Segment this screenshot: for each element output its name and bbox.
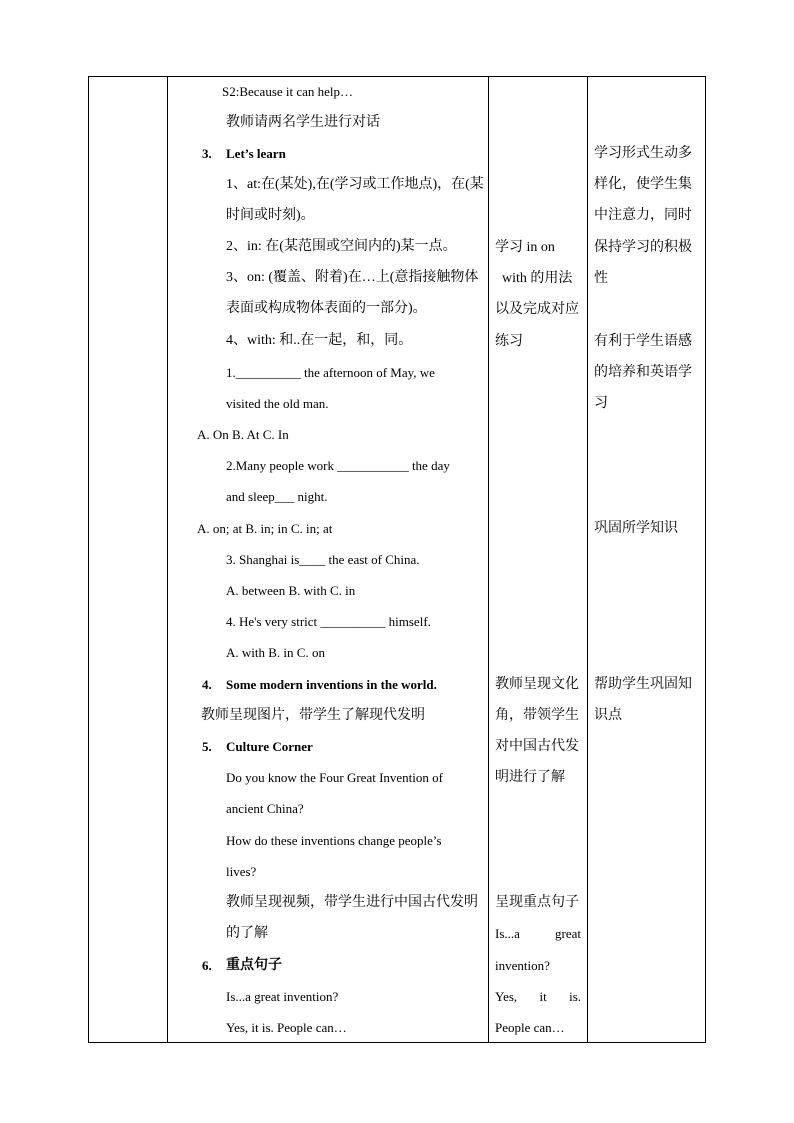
exercise-question: visited the old man.: [226, 396, 329, 411]
column-border-right: [705, 76, 706, 1043]
section-heading: Some modern inventions in the world.: [226, 677, 437, 692]
section-heading: 重点句子: [226, 958, 282, 973]
purpose-text: 学习形式生动多: [594, 146, 692, 161]
key-sentence: Is...a great invention?: [226, 989, 339, 1004]
activity-text: Is...a great: [495, 926, 581, 941]
exercise-options: A. with B. in C. on: [226, 645, 325, 660]
column-border-3: [587, 76, 588, 1043]
purpose-text: 有利于学生语感: [594, 334, 692, 349]
teacher-instruction: 教师呈现图片，带学生了解现代发明: [201, 708, 425, 723]
activity-text: 对中国古代发: [495, 739, 579, 754]
exercise-options: A. between B. with C. in: [226, 583, 356, 598]
teacher-instruction: 教师呈现视频，带学生进行中国古代发明: [226, 895, 478, 910]
exercise-options: A. on; at B. in; in C. in; at: [197, 521, 333, 536]
column-border-2: [488, 76, 489, 1043]
section-number: 6.: [202, 958, 212, 973]
grammar-note: 1、at:在(某处),在(学习或工作地点)，在(某: [226, 177, 484, 192]
activity-text: People can…: [495, 1020, 565, 1035]
purpose-text: 识点: [594, 708, 622, 723]
section-number: 5.: [202, 739, 212, 754]
grammar-note: 时间或时刻)。: [226, 208, 315, 223]
purpose-text: 帮助学生巩固知: [594, 677, 692, 692]
teacher-instruction: 教师请两名学生进行对话: [226, 115, 380, 130]
exercise-question: 1.__________ the afternoon of May, we: [226, 365, 435, 380]
activity-text: 练习: [495, 334, 523, 349]
purpose-text: 习: [594, 396, 608, 411]
activity-text: invention?: [495, 958, 550, 973]
section-heading: Culture Corner: [226, 739, 313, 754]
activity-text: 以及完成对应: [495, 302, 579, 317]
purpose-text: 保持学习的积极: [594, 240, 692, 255]
activity-text: 呈现重点句子: [495, 895, 579, 910]
section-heading: Let’s learn: [226, 146, 286, 161]
table-top-border: [88, 76, 706, 77]
activity-text: 明进行了解: [495, 770, 565, 785]
grammar-note: 2、in: 在(某范围或空间内的)某一点。: [226, 239, 457, 254]
exercise-question: 2.Many people work ___________ the day: [226, 458, 450, 473]
table-bottom-border: [88, 1042, 706, 1043]
purpose-text: 的培养和英语学: [594, 365, 692, 380]
exercise-question: 4. He's very strict __________ himself.: [226, 614, 431, 629]
key-sentence: Yes, it is. People can…: [226, 1020, 347, 1035]
purpose-text: 性: [594, 271, 608, 286]
discussion-question: How do these inventions change people’s: [226, 833, 442, 848]
discussion-question: lives?: [226, 864, 257, 879]
discussion-question: Do you know the Four Great Invention of: [226, 770, 443, 785]
discussion-question: ancient China?: [226, 801, 304, 816]
grammar-note: 表面或构成物体表面的一部分)。: [226, 301, 427, 316]
purpose-text: 巩固所学知识: [594, 521, 678, 536]
activity-text: 学习 in on: [495, 240, 555, 255]
grammar-note: 4、with: 和..在一起，和，同。: [226, 333, 413, 348]
purpose-text: 样化，使学生集: [594, 177, 692, 192]
activity-text: with 的用法: [502, 271, 573, 286]
teacher-instruction: 的了解: [226, 926, 268, 941]
column-border-1: [167, 76, 168, 1043]
exercise-options: A. On B. At C. In: [197, 427, 289, 442]
activity-text: Yes, it is.: [495, 989, 581, 1004]
section-number: 3.: [202, 146, 212, 161]
activity-text: 教师呈现文化: [495, 677, 579, 692]
section-number: 4.: [202, 677, 212, 692]
column-border-left: [88, 76, 89, 1043]
exercise-question: and sleep___ night.: [226, 489, 328, 504]
dialogue-line: S2:Because it can help…: [222, 84, 354, 99]
purpose-text: 中注意力，同时: [594, 208, 692, 223]
activity-text: 角，带领学生: [495, 708, 579, 723]
grammar-note: 3、on: (覆盖、附着)在…上(意指接触物体: [226, 270, 479, 285]
exercise-question: 3. Shanghai is____ the east of China.: [226, 552, 420, 567]
